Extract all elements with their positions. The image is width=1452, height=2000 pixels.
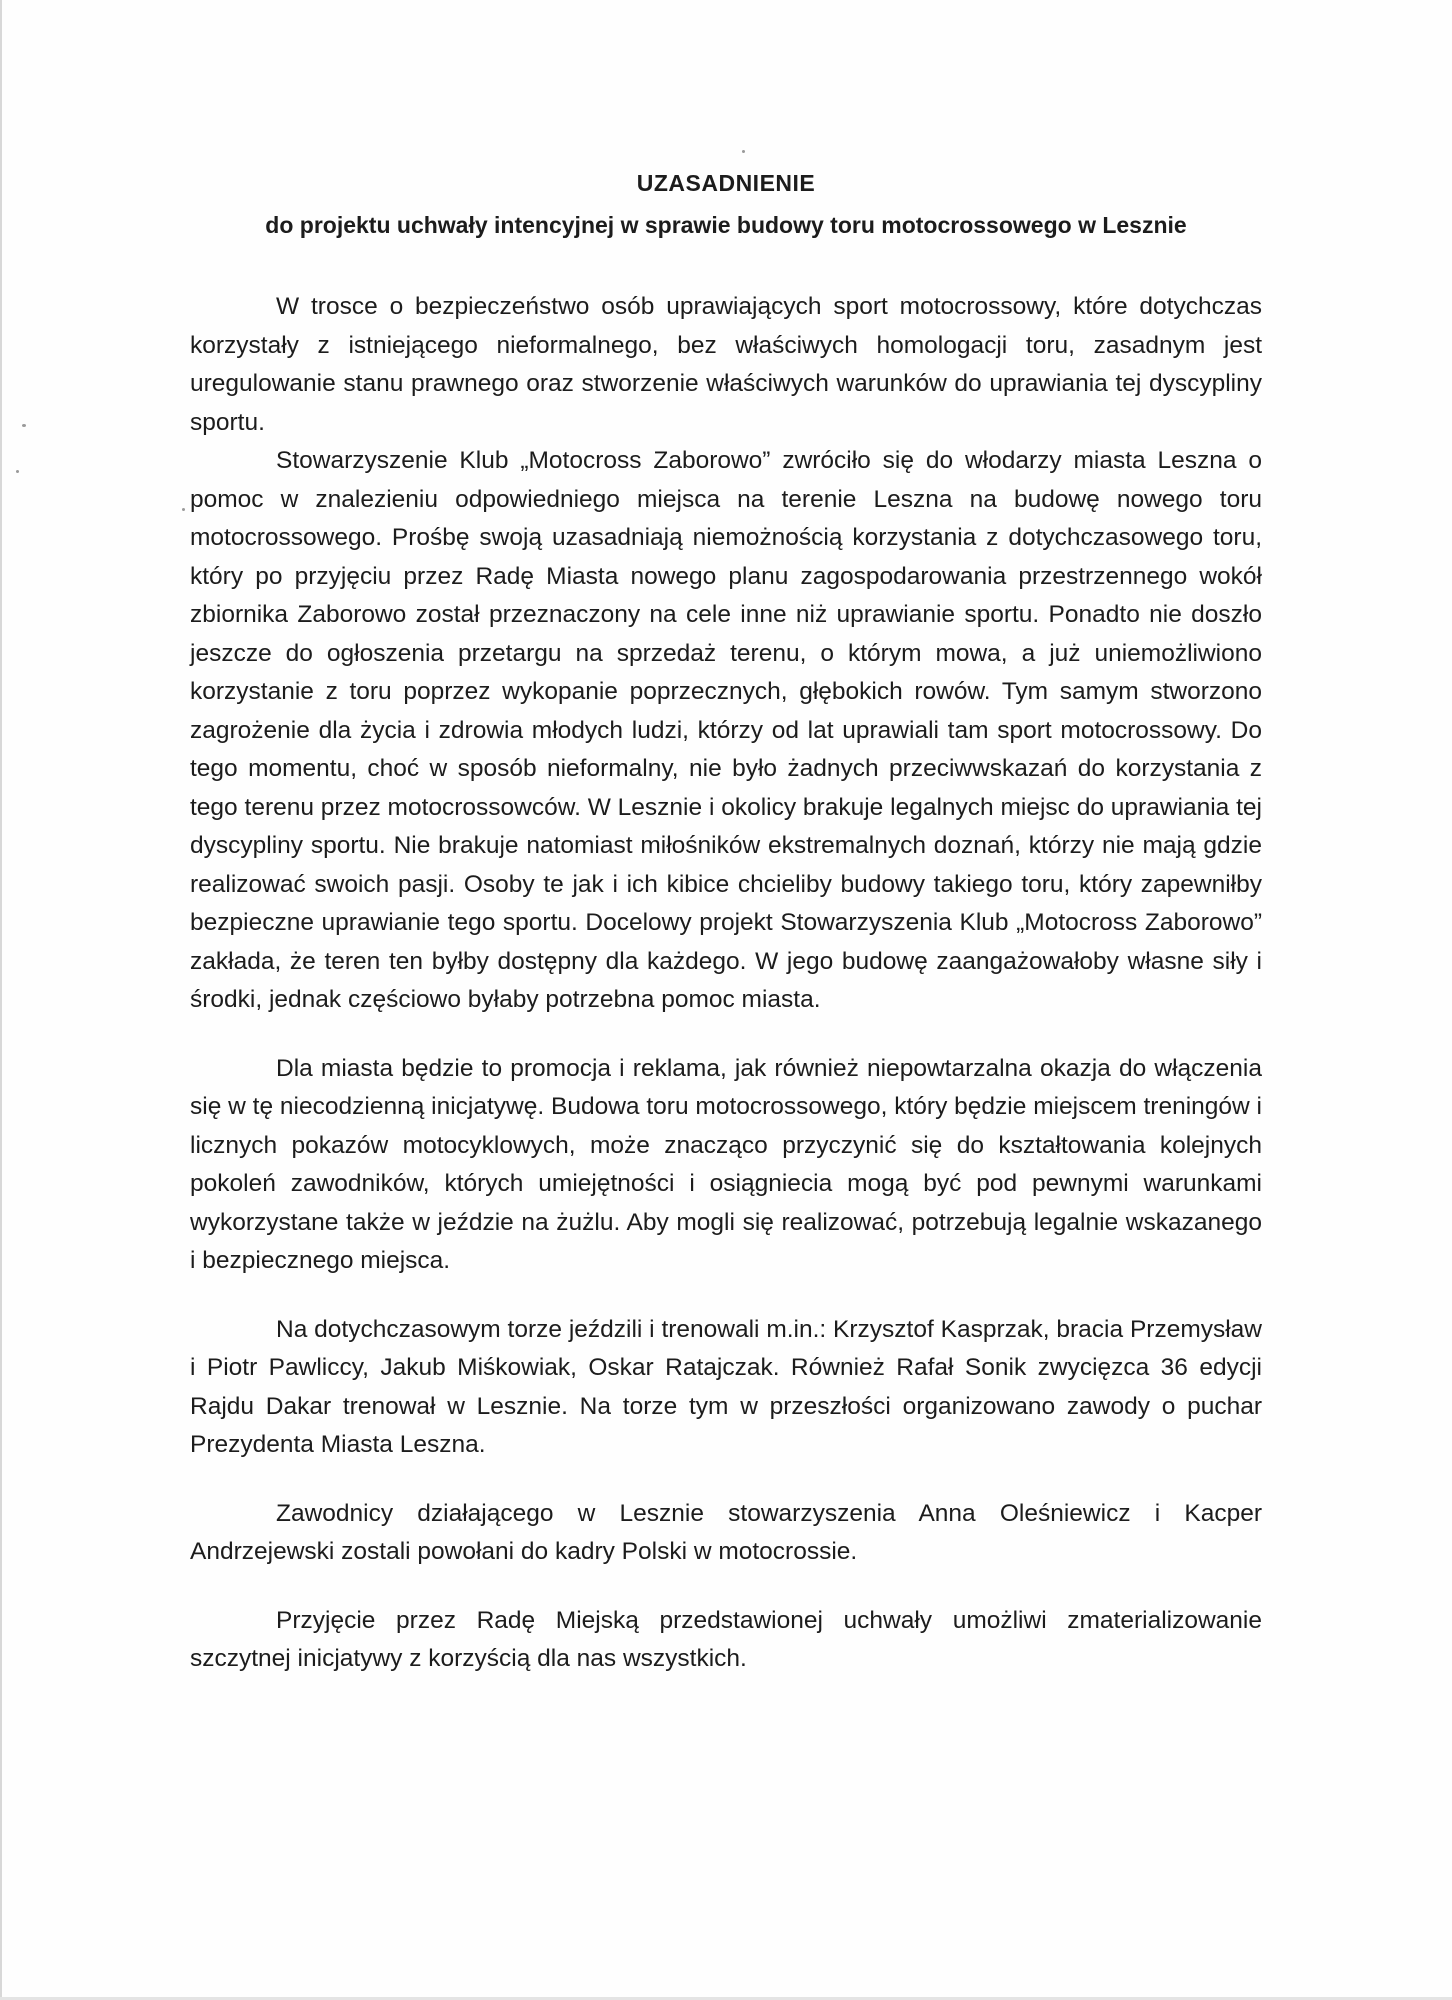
paragraph-6: Przyjęcie przez Radę Miejską przedstawionej uchwały umożliwi zmaterializowanie szczytnej inicjatywy z korzyścią dla nas wszystkich. (190, 1606, 1262, 1672)
document-header (190, 168, 1262, 240)
scan-speck (16, 470, 19, 473)
document-title: UZASADNIENIE (636, 170, 816, 196)
document-subtitle: do projektu uchwały intencyjnej w sprawie budowy toru motocrossowego w Lesznie (265, 212, 1187, 238)
scan-speck (182, 508, 185, 511)
scan-speck (22, 424, 26, 427)
scan-edge-left (0, 0, 2, 2000)
document-body (190, 288, 1262, 1679)
scan-speck (742, 150, 745, 153)
paragraph-4: Na dotychczasowym torze jeździli i trenowali m.in.: Krzysztof Kasprzak, bracia Przemysław i Piotr Pawliccy, Jakub Miśkowiak, Oskar Ratajczak. Również Rafał Sonik zwycięzca 36 edycji Rajdu Dakar trenował w Lesznie. Na torze tym w przeszłości organizowano zawody o puchar Prezydenta Miasta Leszna. (190, 1315, 1262, 1458)
paragraph-2: Stowarzyszenie Klub „Motocross Zaborowo” zwróciło się do włodarzy miasta Leszna o pomoc w znalezieniu odpowiedniego miejsca na terenie Leszna na budowę nowego toru motocrossowego. Prośbę swoją uzasadniają niemożnością korzystania z dotychczasowego toru, który po przyjęciu przez Radę Miasta nowego planu zagospodarowania przestrzennego wokół zbiornika Zaborowo został przeznaczony na cele inne niż uprawianie sportu. Ponadto nie doszło jeszcze do ogłoszenia przetargu na sprzedaż terenu, o którym mowa, a już uniemożliwiono korzystanie z toru poprzez wykopanie poprzecznych, głębokich rowów. Tym samym stworzono zagrożenie dla życia i zdrowia młodych ludzi, którzy od lat uprawiali tam sport motocrossowy. Do tego momentu, choć w sposób nieformalny, nie było żadnych przeciwwskazań do korzystania z tego terenu przez motocrossowców. W Lesznie i okolicy brakuje legalnych miejsc do uprawiania tej dyscypliny sportu. Nie brakuje natomiast miłośników ekstremalnych doznań, którzy nie mają gdzie realizować swoich pasji. Osoby te jak i ich kibice chcieliby budowy takiego toru, który zapewniłby bezpieczne uprawianie tego sportu. Docelowy projekt Stowarzyszenia Klub „Motocross Zaborowo” zakłada, że teren ten byłby dostępny dla każdego. W jego budowę zaangażowałoby własne siły i środki, jednak częściowo byłaby potrzebna pomoc miasta. (190, 447, 1262, 1013)
paragraph-5: Zawodnicy działającego w Lesznie stowarzyszenia Anna Oleśniewicz i Kacper Andrzejewski zostali powołani do kadry Polski w motocrossie. (190, 1499, 1262, 1565)
paragraph-1: W trosce o bezpieczeństwo osób uprawiających sport motocrossowy, które dotychczas korzystały z istniejącego nieformalnego, bez właściwych homologacji toru, zasadnym jest uregulowanie stanu prawnego oraz stworzenie właściwych warunków do uprawiania tej dyscypliny sportu. (190, 293, 1262, 436)
paragraph-3: Dla miasta będzie to promocja i reklama, jak również niepowtarzalna okazja do włączenia się w tę niecodzienną inicjatywę. Budowa toru motocrossowego, który będzie miejscem treningów i licznych pokazów motocyklowych, może znacząco przyczynić się do kształtowania kolejnych pokoleń zawodników, których umiejętności i osiągniecia mogą być pod pewnymi warunkami wykorzystane także w jeździe na żużlu. Aby mogli się realizować, potrzebują legalnie wskazanego i bezpiecznego miejsca. (190, 1054, 1262, 1274)
